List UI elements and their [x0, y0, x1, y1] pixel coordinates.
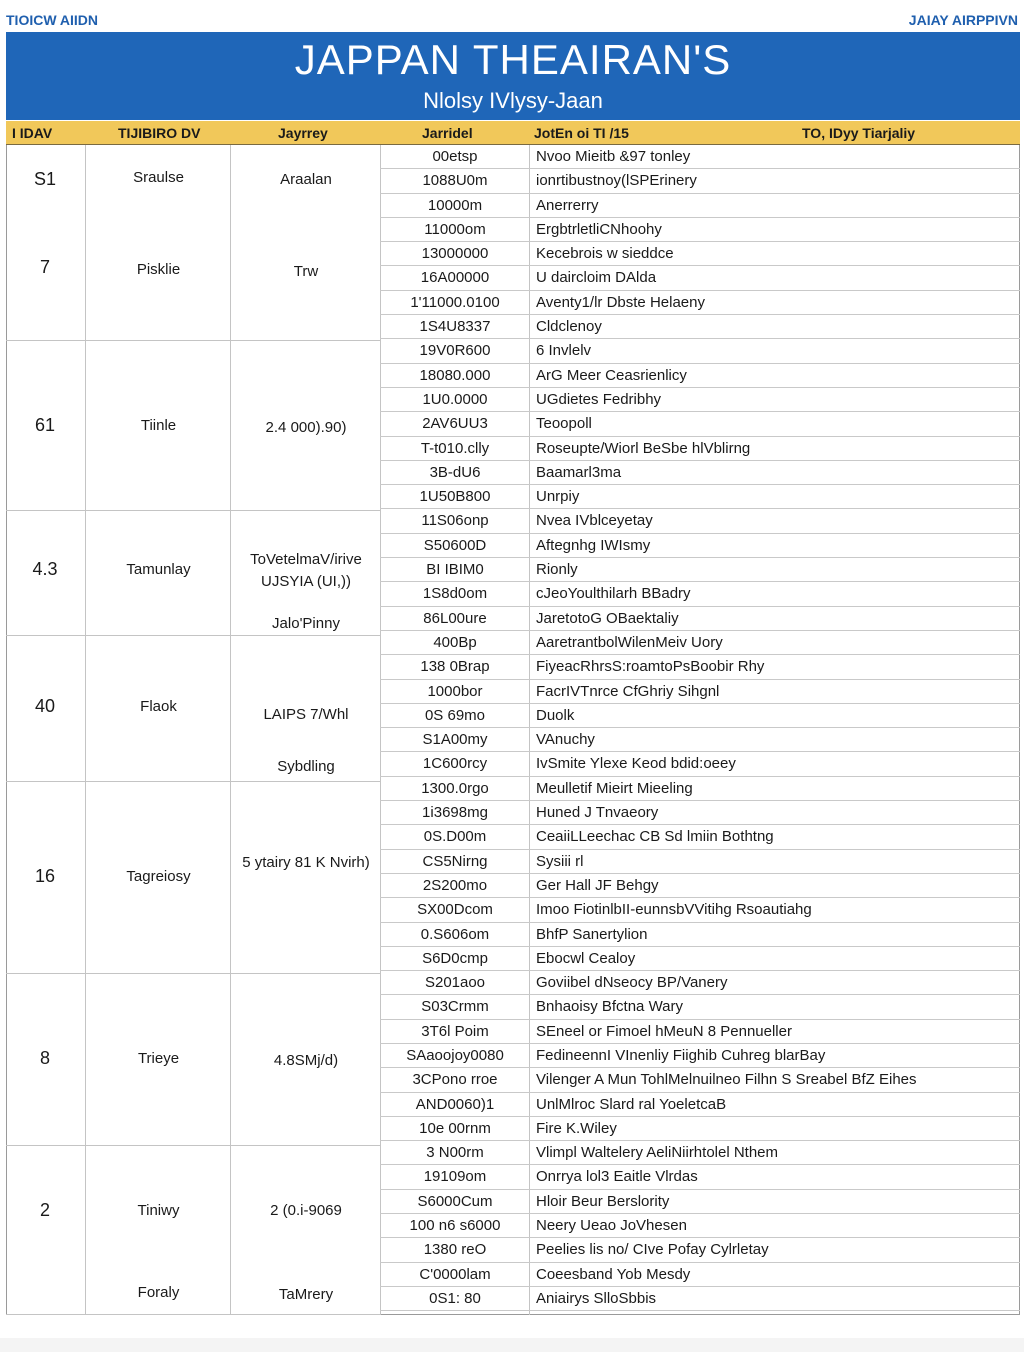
- row-activity: JaretotoG OBaektaliy: [536, 609, 679, 627]
- row-time: 00etsp: [432, 148, 478, 165]
- table-row: [380, 461, 1020, 485]
- row-activity: Aventy1/lr Dbste Helaeny: [536, 293, 705, 311]
- journey-label: 2 (0.i-9069: [270, 1202, 342, 1219]
- row-activity: FedineennI VInenliy Fiighib Cuhreg blarBay: [536, 1046, 826, 1064]
- day-block: [6, 1146, 380, 1315]
- row-time: 3T6l Poim: [421, 1022, 489, 1040]
- top-right-label: JAIAY AIRPPIVN: [908, 12, 1018, 28]
- schedule-rows: [380, 145, 1020, 1311]
- row-time: 138 0Brap: [420, 658, 490, 676]
- row-activity: Kecebrois w sieddce: [536, 245, 674, 263]
- row-time: 0S.D00m: [423, 828, 487, 846]
- day-number: 8: [39, 1048, 50, 1068]
- row-time: 3B-dU6: [429, 463, 481, 481]
- table-row: [380, 218, 1020, 242]
- table-row: [380, 631, 1020, 655]
- table-row: [380, 412, 1020, 436]
- row-time: 0S 69mo: [424, 706, 486, 724]
- day-number: 61: [34, 415, 56, 435]
- row-activity: UGdietes Fedribhy: [536, 390, 662, 408]
- row-time: 11S06onp: [421, 512, 489, 530]
- row-time: 3 N00rm: [426, 1144, 484, 1162]
- table-row: [380, 874, 1020, 898]
- row-activity: Roseupte/Wiorl BeSbe hlVblirng: [536, 439, 751, 457]
- table-row: [380, 169, 1020, 193]
- row-time: 1088U0m: [422, 172, 488, 190]
- row-time: 11000om: [424, 220, 486, 238]
- row-time: 1'11000.0100: [410, 293, 500, 311]
- row-activity: Coeesband Yob Mesdy: [536, 1265, 691, 1283]
- row-activity: ionrtibustnoy(lSPErinery: [536, 172, 697, 190]
- table-row: [380, 1165, 1020, 1189]
- row-time: 1S8d0om: [422, 585, 488, 603]
- journey-label: Trw: [293, 263, 319, 280]
- row-activity: Onrrya lol3 Eaitle Vlrdas: [536, 1168, 698, 1186]
- row-time: S6000Cum: [417, 1192, 493, 1210]
- row-activity: FacrIVTnrce CfGhriy Sihgnl: [536, 682, 720, 700]
- row-time: S6D0cmp: [422, 949, 488, 967]
- time-block-label: Tamunlay: [126, 561, 191, 578]
- row-time: SX00Dcom: [417, 901, 493, 919]
- row-activity: Vlimpl Waltelery AeliNiirhtolel Nthem: [536, 1144, 779, 1162]
- row-activity: VAnuchy: [536, 731, 595, 749]
- row-activity: Teoopoll: [536, 415, 592, 433]
- col-header-time-block: TIJIBIRO DV: [118, 125, 201, 141]
- row-activity: 6 Invlelv: [536, 342, 592, 360]
- top-left-label: TIOICW AIIDN: [6, 12, 99, 28]
- col-header-day: I IDAV: [12, 125, 53, 141]
- day-block: [6, 974, 380, 1146]
- table-row: [380, 291, 1020, 315]
- table-row: [380, 607, 1020, 631]
- table-row: [380, 680, 1020, 704]
- journey-label: Araalan: [280, 171, 332, 188]
- table-row: [380, 898, 1020, 922]
- table-row: [380, 752, 1020, 776]
- row-activity: Goviibel dNseocy BP/Vanery: [536, 974, 728, 992]
- row-time: 18080.000: [419, 366, 491, 384]
- time-block-label: Tiniwy: [137, 1202, 180, 1219]
- table-row: [380, 971, 1020, 995]
- row-time: 19V0R600: [419, 342, 491, 360]
- row-activity: Rionly: [536, 561, 578, 579]
- row-time: S1A00my: [422, 731, 488, 749]
- row-time: 0.S606om: [420, 925, 490, 943]
- journey-label: 2.4 000).90): [265, 419, 347, 436]
- table-row: [380, 704, 1020, 728]
- table-row: [380, 1117, 1020, 1141]
- row-time: C'0000lam: [419, 1265, 491, 1283]
- day-number: 40: [34, 696, 56, 716]
- row-activity: ErgbtrletliCNhoohy: [536, 220, 662, 238]
- time-block-label: Pisklie: [136, 261, 181, 278]
- row-time: S201aoo: [424, 974, 486, 992]
- row-time: 2AV6UU3: [422, 415, 488, 433]
- day-number: 16: [34, 866, 56, 886]
- row-time: 0S1: 80: [429, 1289, 481, 1307]
- row-time: BI IBIM0: [426, 561, 484, 579]
- day-block: [6, 636, 380, 782]
- table-row: [380, 242, 1020, 266]
- row-time: AND0060)1: [415, 1095, 495, 1113]
- table-row: [380, 1214, 1020, 1238]
- row-activity: Aftegnhg IWIsmy: [536, 536, 651, 554]
- time-block-label: Tiinle: [140, 417, 177, 434]
- time-block-label: Tagreiosy: [126, 868, 191, 885]
- table-row: [380, 1190, 1020, 1214]
- time-block-label: Flaok: [140, 698, 177, 715]
- row-time: SAaoojoy0080: [406, 1046, 504, 1064]
- table-row: [380, 801, 1020, 825]
- day-block: [6, 145, 380, 341]
- row-time: 1000bor: [427, 682, 483, 700]
- row-activity: Baamarl3ma: [536, 463, 622, 481]
- row-time: 19109om: [423, 1168, 487, 1186]
- title-banner: [6, 32, 1020, 120]
- table-row: [380, 1238, 1020, 1262]
- row-activity: Imoo FiotinlbII-eunnsbVVitihg Rsoautiahg: [536, 901, 812, 919]
- row-activity: ArG Meer Ceasrienlicy: [536, 366, 687, 384]
- table-row: [380, 509, 1020, 533]
- row-time: 1300.0rgo: [421, 779, 489, 797]
- row-activity: Peelies lis no/ CIve Pofay Cylrletay: [536, 1241, 769, 1259]
- row-time: CS5Nirng: [422, 852, 488, 870]
- time-block-label: Sraulse: [133, 169, 184, 186]
- table-row: [380, 1141, 1020, 1165]
- table-row: [380, 777, 1020, 801]
- journey-label-secondary: Sybdling: [277, 758, 335, 775]
- day-number: 7: [39, 257, 50, 277]
- row-time: 16A00000: [420, 269, 490, 287]
- col-header-journey: Jayrrey: [278, 125, 328, 141]
- row-activity: Neery Ueao JoVhesen: [536, 1217, 687, 1235]
- table-row: [380, 315, 1020, 339]
- row-time: 3CPono rroe: [412, 1071, 498, 1089]
- row-activity: Vilenger A Mun TohlMelnuilneo Filhn S Sreabel BfZ Eihes: [536, 1071, 917, 1089]
- table-row: [380, 728, 1020, 752]
- row-time: 1U0.0000: [422, 390, 488, 408]
- row-time: 10e 00rnm: [419, 1119, 491, 1137]
- page-subtitle: Nlolsy IVlysy-Jaan: [423, 88, 603, 113]
- top-strip: [0, 0, 1024, 32]
- row-activity: Huned J Tnvaeory: [536, 804, 659, 822]
- row-activity: CeaiiLLeechac CB Sd lmiin Bothtng: [536, 828, 774, 846]
- table-row: [380, 485, 1020, 509]
- table-row: [380, 995, 1020, 1019]
- row-time: S50600D: [423, 536, 487, 554]
- row-activity: UnlMlroc Slard ral YoeletcaB: [536, 1095, 727, 1113]
- row-time: 1U50B800: [419, 488, 491, 506]
- day-number: 4.3: [32, 559, 58, 579]
- table-row: [380, 850, 1020, 874]
- table-row: [380, 1044, 1020, 1068]
- row-activity: Bnhaoisy Bfctna Wary: [536, 998, 684, 1016]
- row-time: 1380 reO: [423, 1241, 487, 1259]
- row-activity: BhfP Sanertylion: [536, 925, 648, 943]
- col-header-time: Jarridel: [422, 125, 473, 141]
- row-activity: U daircloim DAlda: [536, 269, 657, 287]
- table-row: [380, 145, 1020, 169]
- row-time: 1i3698mg: [422, 804, 488, 822]
- row-activity: Nvoo Mieitb &97 tonley: [536, 148, 691, 165]
- row-activity: Duolk: [536, 706, 575, 724]
- table-header: [6, 121, 1020, 145]
- day-block: [6, 782, 380, 974]
- table-row: [380, 388, 1020, 412]
- table-row: [380, 266, 1020, 290]
- row-activity: Sysiii rl: [536, 852, 584, 870]
- table-row: [380, 194, 1020, 218]
- row-time: T-t010.clly: [420, 439, 490, 457]
- table-row: [380, 1020, 1020, 1044]
- journey-label: LAIPS 7/Whl: [263, 706, 349, 723]
- table-row: [380, 923, 1020, 947]
- table-row: [380, 825, 1020, 849]
- row-activity: Unrpiy: [536, 488, 580, 506]
- row-activity: SEneel or Fimoel hMeuN 8 Pennueller: [536, 1022, 792, 1040]
- page-title: JAPPAN THEAIRAN'S: [294, 36, 732, 83]
- row-time: 100 n6 s6000: [409, 1217, 501, 1235]
- row-activity: Ger Hall JF Behgy: [536, 876, 659, 894]
- col-header-activity: JotEn oi TI /15: [534, 125, 629, 141]
- page-footer-strip: [0, 1338, 1024, 1352]
- table-row: [380, 1287, 1020, 1311]
- col-header-theatre: TO, IDyy Tiarjaliy: [802, 125, 916, 141]
- time-block-label-secondary: Foraly: [137, 1284, 180, 1301]
- day-block: [6, 511, 380, 636]
- journey-label-secondary: TaMrery: [278, 1286, 334, 1303]
- row-time: 1S4U8337: [419, 318, 491, 336]
- table-row: [380, 1093, 1020, 1117]
- time-block-label: Trieye: [137, 1050, 180, 1067]
- row-activity: Aniairys SlloSbbis: [536, 1289, 657, 1307]
- row-activity: Hloir Beur Berslority: [536, 1192, 670, 1210]
- row-activity: IvSmite Ylexe Keod bdid:oeey: [536, 755, 736, 773]
- table-row: [380, 437, 1020, 461]
- row-time: S03Crmm: [421, 998, 489, 1016]
- row-activity: cJeoYoulthilarh BBadry: [536, 585, 691, 603]
- table-row: [380, 1263, 1020, 1287]
- row-activity: Ebocwl Cealoy: [536, 949, 636, 967]
- day-number: 2: [39, 1200, 50, 1220]
- row-time: 86L00ure: [423, 609, 487, 627]
- day-number: S1: [33, 169, 57, 189]
- day-block: [6, 341, 380, 511]
- table-row: [380, 558, 1020, 582]
- row-activity: Meulletif Mieirt Mieeling: [536, 779, 693, 797]
- journey-label: ToVetelmaV/irive UJSYIA (UI,)): [250, 551, 362, 590]
- row-activity: Fire K.Wiley: [536, 1119, 617, 1137]
- journey-label: 5 ytairy 81 K Nvirh): [242, 854, 370, 871]
- table-row: [380, 582, 1020, 606]
- row-time: 10000m: [427, 196, 483, 214]
- journey-label-secondary: Jalo'Pinny: [272, 615, 340, 632]
- row-activity: Anerrerry: [536, 196, 599, 214]
- table-row: [380, 364, 1020, 388]
- row-time: 13000000: [421, 245, 489, 263]
- row-time: 2S200mo: [422, 876, 488, 894]
- table-row: [380, 339, 1020, 363]
- journey-label: 4.8SMj/d): [273, 1052, 339, 1069]
- table-row: [380, 947, 1020, 971]
- table-row: [380, 1068, 1020, 1092]
- row-time: 1C600rcy: [422, 755, 488, 773]
- table-row: [380, 534, 1020, 558]
- row-time: 400Bp: [433, 633, 477, 651]
- row-activity: Cldclenoy: [536, 318, 602, 336]
- row-activity: AaretrantbolWilenMeiv Uory: [536, 633, 723, 651]
- table-row: [380, 655, 1020, 679]
- row-activity: Nvea IVblceyetay: [536, 512, 653, 530]
- row-activity: FiyeacRhrsS:roamtoPsBoobir Rhy: [536, 658, 765, 676]
